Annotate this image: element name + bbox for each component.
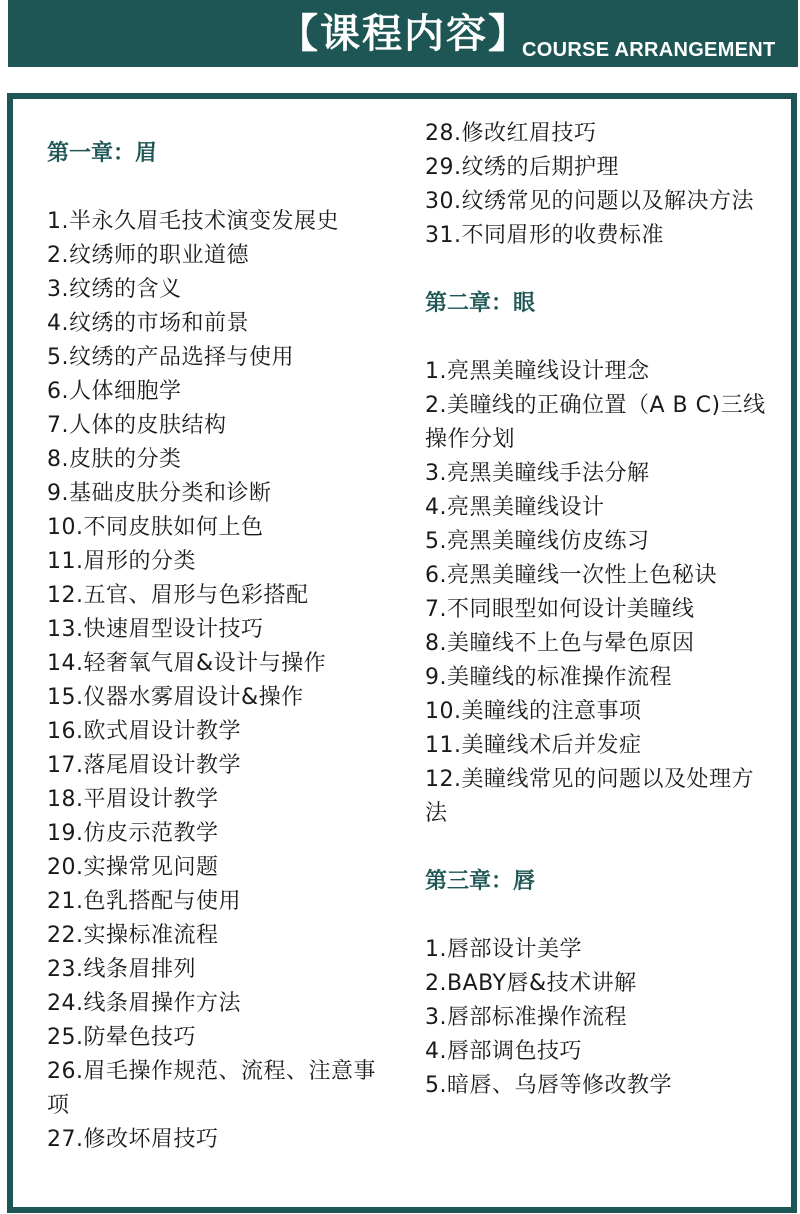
list-item: 31.不同眉形的收费标准 [425, 223, 664, 248]
list-item: 11.美瞳线术后并发症 [425, 733, 642, 758]
left-column [47, 137, 387, 1157]
list-item: 8.皮肤的分类 [47, 447, 182, 472]
list-item: 23.线条眉排列 [47, 957, 196, 982]
list-item: 3.唇部标准操作流程 [425, 1005, 627, 1030]
list-item: 12.美瞳线常见的问题以及处理方法 [425, 767, 754, 826]
list-item: 2.BABY唇&技术讲解 [425, 971, 637, 996]
chapter-list-eyebrow-continued [425, 117, 775, 253]
list-item: 19.仿皮示范教学 [47, 821, 219, 846]
list-item: 4.亮黑美瞳线设计 [425, 495, 605, 520]
chapter-title-eye: 第二章：眼 [425, 291, 536, 316]
list-item: 28.修改红眉技巧 [425, 121, 597, 146]
list-item: 1.唇部设计美学 [425, 937, 582, 962]
page-subtitle: COURSE ARRANGEMENT [522, 39, 776, 61]
list-item: 24.线条眉操作方法 [47, 991, 241, 1016]
list-item: 1.半永久眉毛技术演变发展史 [47, 209, 339, 234]
chapter-list-eye [425, 355, 775, 831]
list-item: 4.纹绣的市场和前景 [47, 311, 249, 336]
list-item: 6.人体细胞学 [47, 379, 182, 404]
list-item: 5.亮黑美瞳线仿皮练习 [425, 529, 650, 554]
list-item: 10.不同皮肤如何上色 [47, 515, 264, 540]
chapter-list-lip [425, 933, 775, 1103]
list-item: 1.亮黑美瞳线设计理念 [425, 359, 650, 384]
list-item: 11.眉形的分类 [47, 549, 196, 574]
list-item: 10.美瞳线的注意事项 [425, 699, 642, 724]
list-item: 2.纹绣师的职业道德 [47, 243, 249, 268]
list-item: 7.人体的皮肤结构 [47, 413, 227, 438]
list-item: 22.实操标准流程 [47, 923, 219, 948]
list-item: 16.欧式眉设计教学 [47, 719, 241, 744]
list-item: 9.美瞳线的标准操作流程 [425, 665, 672, 690]
list-item: 2.美瞳线的正确位置（A B C)三线操作分划 [425, 393, 766, 452]
list-item: 9.基础皮肤分类和诊断 [47, 481, 272, 506]
list-item: 30.纹绣常见的问题以及解决方法 [425, 189, 754, 214]
list-item: 7.不同眼型如何设计美瞳线 [425, 597, 695, 622]
list-item: 18.平眉设计教学 [47, 787, 219, 812]
list-item: 29.纹绣的后期护理 [425, 155, 619, 180]
list-item: 5.纹绣的产品选择与使用 [47, 345, 294, 370]
list-item: 6.亮黑美瞳线一次性上色秘诀 [425, 563, 717, 588]
list-item: 3.亮黑美瞳线手法分解 [425, 461, 650, 486]
list-item: 21.色乳搭配与使用 [47, 889, 241, 914]
list-item: 25.防晕色技巧 [47, 1025, 196, 1050]
list-item: 12.五官、眉形与色彩搭配 [47, 583, 309, 608]
list-item: 5.暗唇、乌唇等修改教学 [425, 1073, 672, 1098]
course-content-frame [7, 93, 797, 1213]
list-item: 14.轻奢氧气眉&设计与操作 [47, 651, 327, 676]
list-item: 26.眉毛操作规范、流程、注意事项 [47, 1059, 376, 1118]
page-title: 【课程内容】 [278, 11, 530, 57]
list-item: 4.唇部调色技巧 [425, 1039, 582, 1064]
chapter-title-lip: 第三章：唇 [425, 869, 536, 894]
chapter-list-eyebrow [47, 205, 387, 1157]
list-item: 13.快速眉型设计技巧 [47, 617, 264, 642]
right-column [425, 117, 775, 1103]
chapter-title-eyebrow: 第一章：眉 [47, 141, 158, 166]
list-item: 15.仪器水雾眉设计&操作 [47, 685, 304, 710]
list-item: 3.纹绣的含义 [47, 277, 182, 302]
list-item: 8.美瞳线不上色与晕色原因 [425, 631, 695, 656]
list-item: 20.实操常见问题 [47, 855, 219, 880]
header-bar [8, 0, 798, 67]
list-item: 27.修改坏眉技巧 [47, 1127, 219, 1152]
list-item: 17.落尾眉设计教学 [47, 753, 241, 778]
